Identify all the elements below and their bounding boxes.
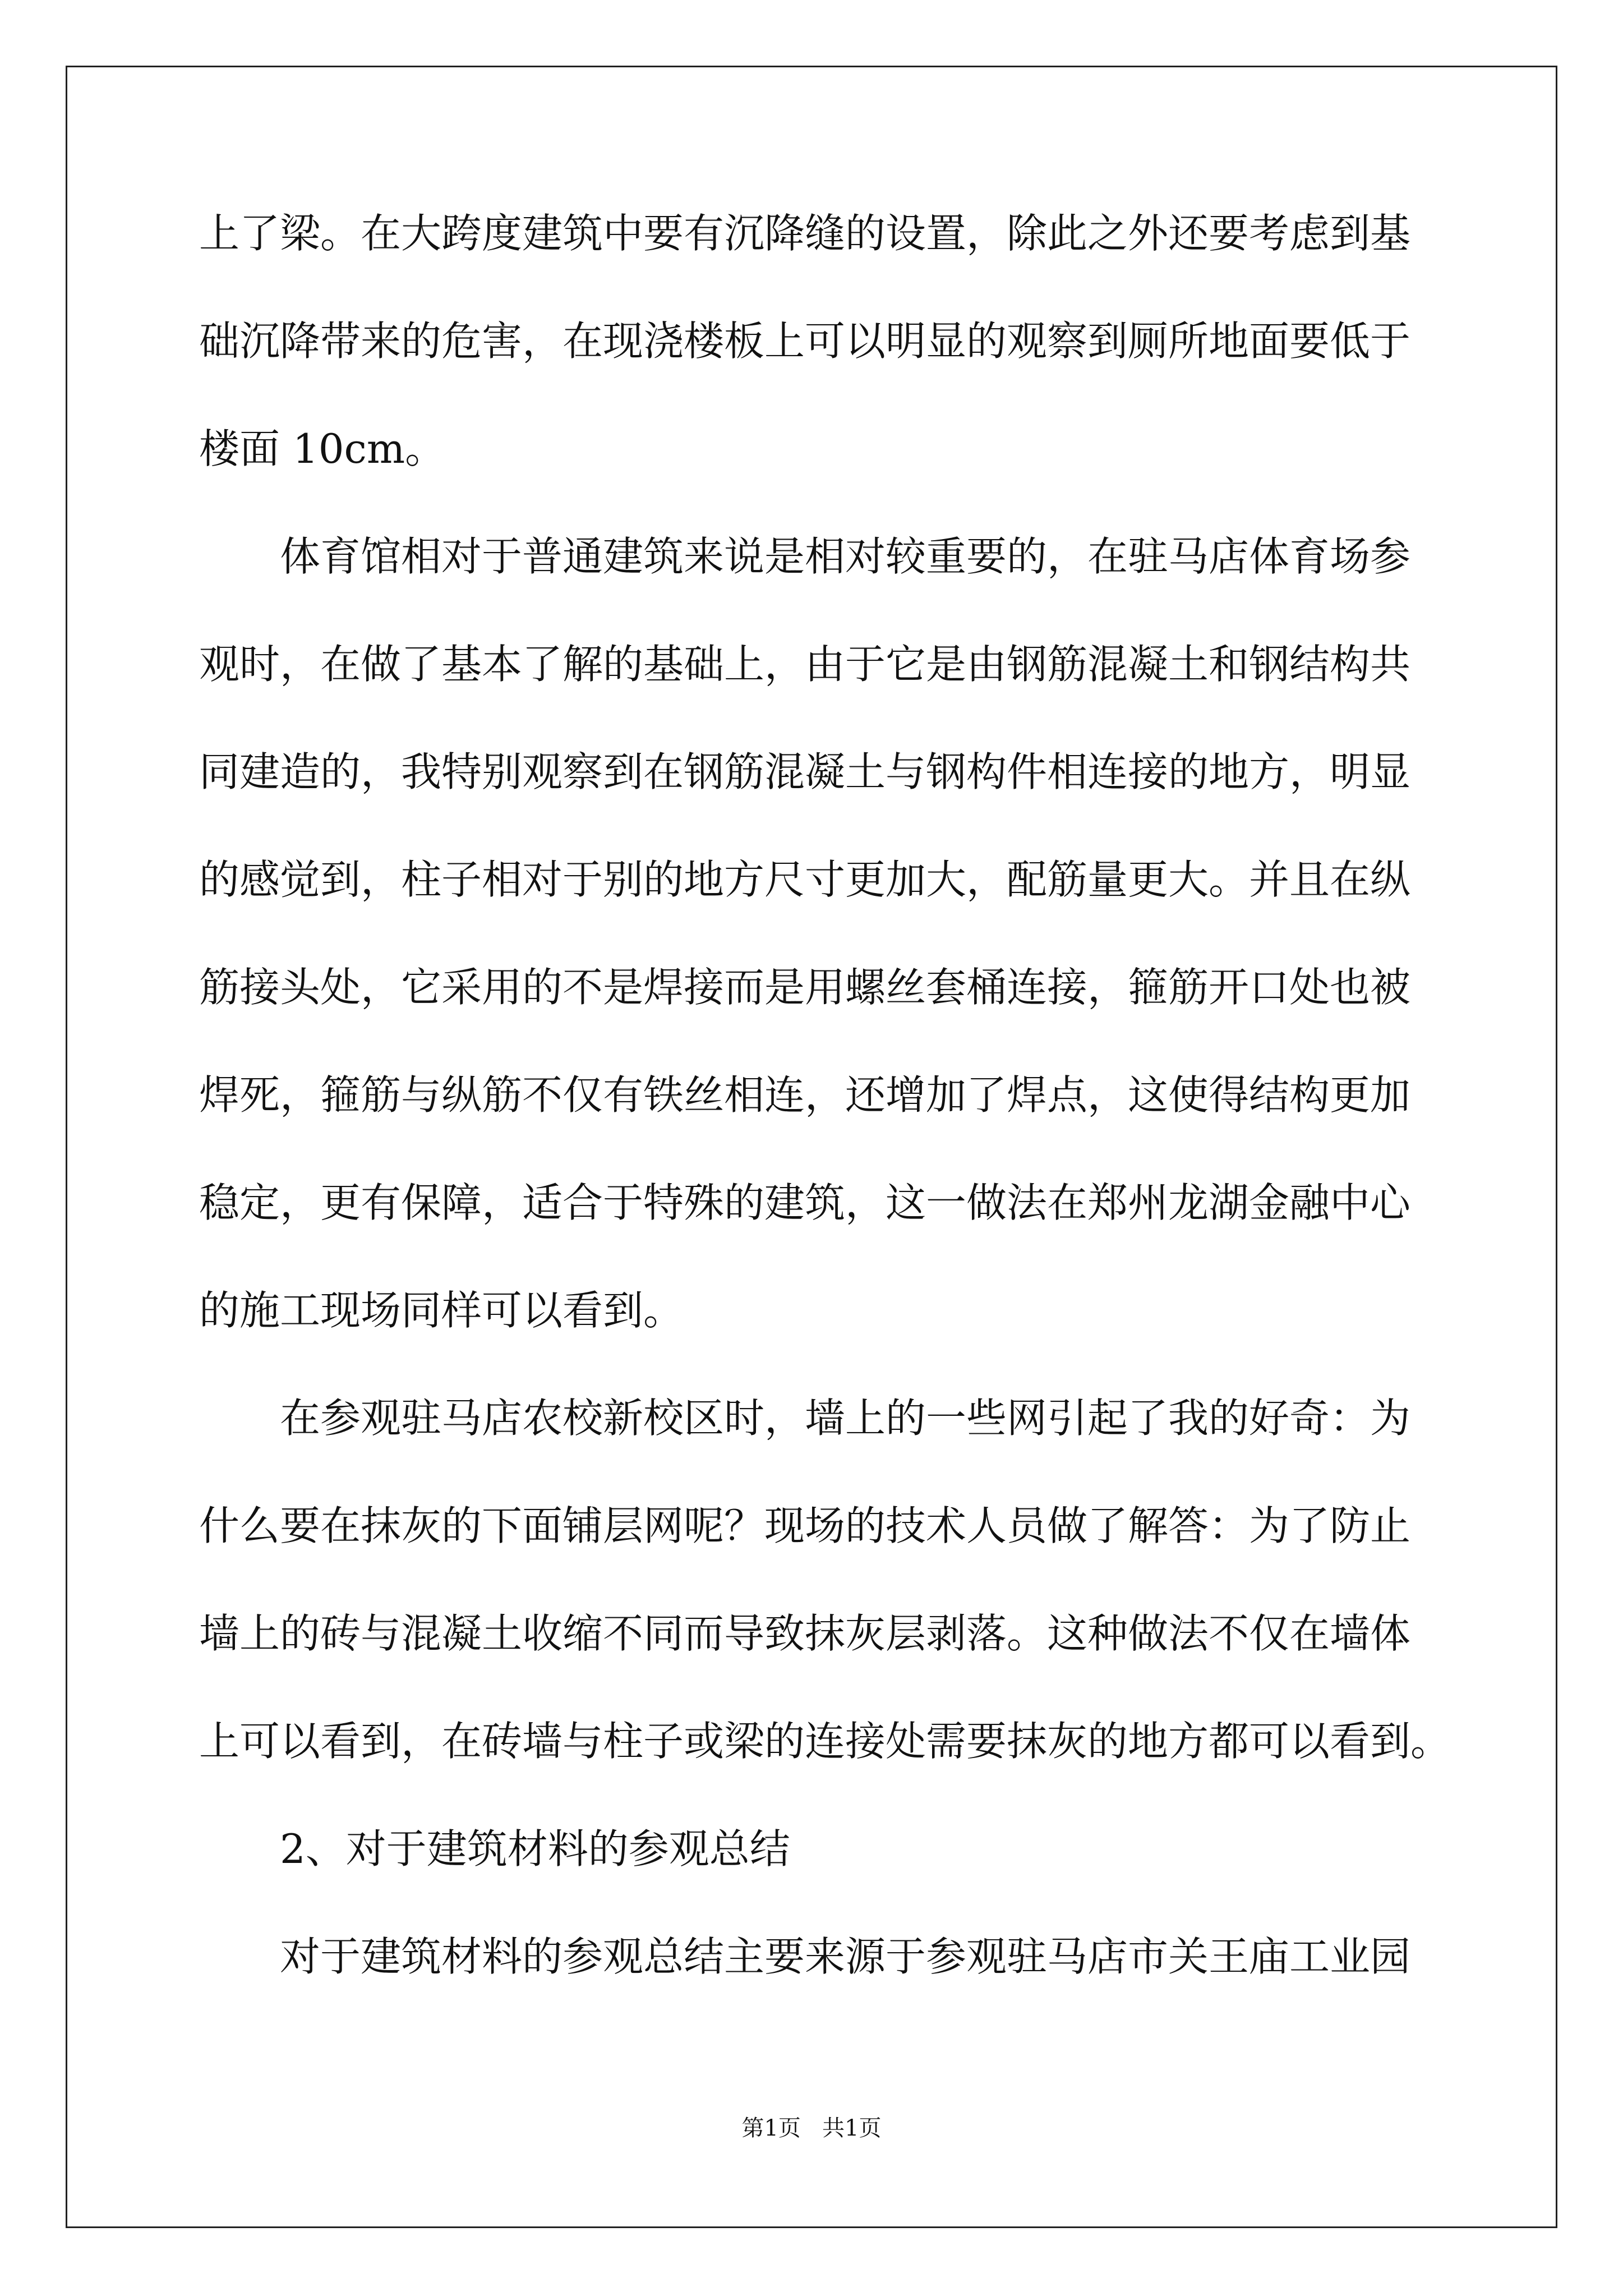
page-border [66,66,1557,2228]
paragraph-start-line: 对于建筑材料的参观总结主要来源于参观驻马店市关王庙工业园 [280,1933,1411,1980]
text-line: 什么要在抹灰的下面铺层网呢？现场的技术人员做了解答：为了防止 [199,1502,1411,1549]
paragraph-start-line: 在参观驻马店农校新校区时，墙上的一些网引起了我的好奇：为 [280,1395,1411,1442]
page-footer: 第1页 共1页 [741,2115,882,2141]
text-line: 上了梁。在大跨度建筑中要有沉降缝的设置，除此之外还要考虑到基 [199,210,1411,257]
text-line: 础沉降带来的危害，在现浇楼板上可以明显的观察到厕所地面要低于 [199,318,1411,365]
text-line: 观时，在做了基本了解的基础上，由于它是由钢筋混凝土和钢结构共 [199,641,1411,688]
text-line: 焊死，箍筋与纵筋不仅有铁丝相连，还增加了焊点，这使得结构更加 [199,1071,1411,1119]
text-line: 的施工现场同样可以看到。 [199,1287,684,1334]
text-line: 墙上的砖与混凝土收缩不同而导致抹灰层剥落。这种做法不仅在墙体 [199,1610,1411,1657]
text-line: 楼面 10cm。 [199,425,446,472]
text-line: 同建造的，我特别观察到在钢筋混凝土与钢构件相连接的地方，明显 [199,748,1411,795]
text-line: 稳定，更有保障，适合于特殊的建筑，这一做法在郑州龙湖金融中心 [199,1179,1411,1226]
text-line: 的感觉到，柱子相对于别的地方尺寸更加大，配筋量更大。并且在纵 [199,856,1411,903]
text-line: 上可以看到，在砖墙与柱子或梁的连接处需要抹灰的地方都可以看到。 [199,1718,1451,1765]
paragraph-start-line: 体育馆相对于普通建筑来说是相对较重要的，在驻马店体育场参 [280,533,1411,580]
section-heading: 2、对于建筑材料的参观总结 [280,1825,790,1872]
text-line: 筋接头处，它采用的不是焊接而是用螺丝套桶连接，箍筋开口处也被 [199,964,1411,1011]
